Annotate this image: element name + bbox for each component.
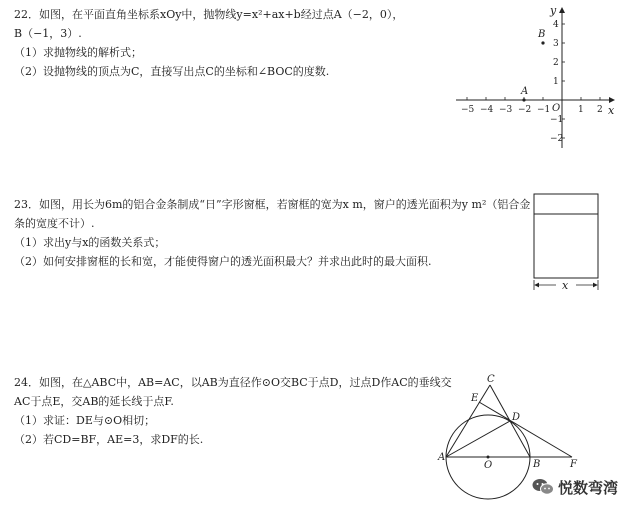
label-c: C	[487, 374, 495, 385]
p23-line-3: （1）求出y与x的函数关系式；	[14, 236, 166, 249]
x-tick-label: −3	[499, 105, 513, 115]
segment-ad	[446, 421, 510, 457]
p22-line-1: 22．如图，在平面直角坐标系xOy中，抛物线y=x²+ax+b经过点A（−2，0），	[14, 8, 404, 21]
y-tick-label: 3	[553, 39, 559, 49]
watermark-text: 悦数弯湾	[558, 478, 619, 497]
y-tick-label: 1	[553, 77, 559, 87]
p24-line-2: AC于点E，交AB的延长线于点F.	[14, 395, 174, 408]
x-tick-label: 1	[578, 105, 584, 115]
window-frame-figure	[526, 188, 606, 294]
x-tick-label: −2	[518, 105, 532, 115]
point-a-label: A	[521, 86, 529, 97]
p23-line-2: 条的宽度不计）.	[14, 217, 95, 230]
x-tick-label: −5	[461, 105, 475, 115]
p22-line-3: （1）求抛物线的解析式；	[14, 46, 142, 59]
label-d: D	[512, 412, 521, 423]
x-tick-label: 2	[597, 105, 603, 115]
y-ticks	[550, 20, 565, 144]
p22-line-4: （2）设抛物线的顶点为C，直接写出点C的坐标和∠BOC的度数.	[14, 65, 330, 78]
point-a-dot	[522, 98, 525, 101]
p23-line-1: 23．如图，用长为6m的铝合金条制成“日”字形窗框，若窗框的宽为x m，窗户的透光面积为y m²（铝合金	[14, 198, 531, 211]
y-tick-label: 4	[553, 20, 559, 30]
point-b-dot	[541, 41, 544, 44]
x-tick-label: −4	[480, 105, 494, 115]
p24-line-3: （1）求证：DE与⊙O相切；	[14, 414, 156, 427]
label-a: A	[438, 452, 446, 463]
origin-label: O	[552, 103, 561, 114]
center-o-dot	[487, 456, 490, 459]
y-tick-label: −1	[550, 115, 564, 125]
y-axis-label: y	[550, 4, 557, 17]
window-frame	[534, 194, 598, 278]
label-o: O	[484, 460, 493, 471]
p23-line-4: （2）如何安排窗框的长和宽，才能使得窗户的透光面积最大？并求出此时的最大面积.	[14, 255, 432, 268]
label-b: B	[533, 459, 541, 470]
y-tick-label: 2	[553, 58, 559, 68]
segment-ac	[446, 385, 490, 457]
x-axis-label: x	[608, 104, 615, 117]
coordinate-plane-figure	[450, 2, 620, 152]
label-f: F	[570, 459, 577, 470]
point-b-label: B	[538, 29, 546, 40]
p24-line-1: 24．如图，在△ABC中，AB=AC，以AB为直径作⊙O交BC于点D，过点D作AC的垂线交	[14, 376, 452, 389]
width-label: x	[562, 279, 569, 292]
x-tick-label: −1	[537, 105, 551, 115]
p22-line-2: B（−1，3）.	[14, 27, 82, 40]
watermark	[532, 474, 618, 500]
p24-line-4: （2）若CD=BF，AE=3，求DF的长.	[14, 433, 204, 446]
wechat-icon	[532, 478, 554, 496]
label-e: E	[471, 393, 479, 404]
y-tick-label: −2	[550, 134, 564, 144]
